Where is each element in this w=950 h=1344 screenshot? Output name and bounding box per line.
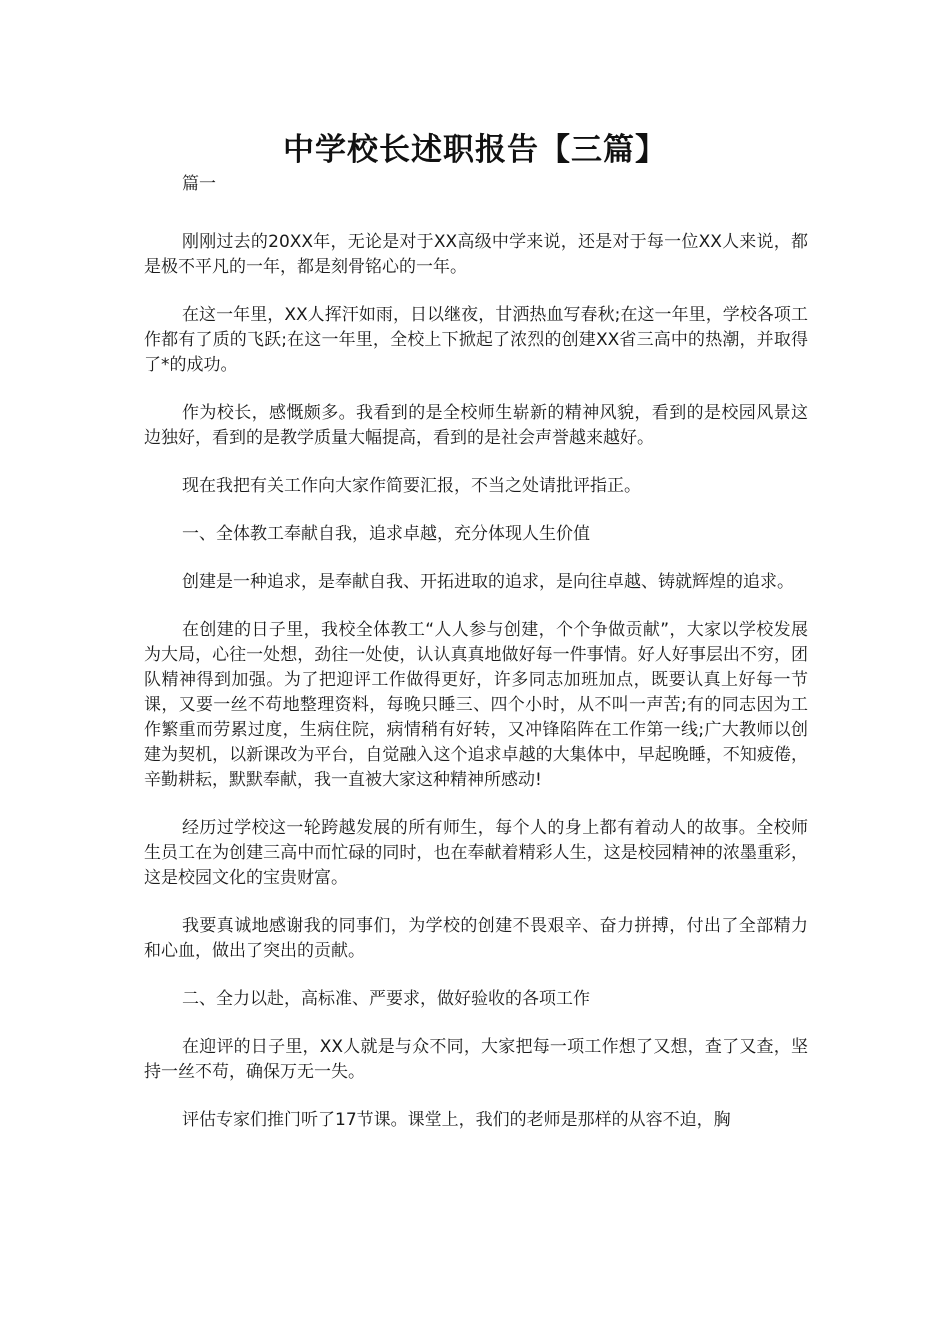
section-heading: 一、全体教工奉献自我，追求卓越，充分体现人生价值: [182, 524, 590, 544]
document-body: [144, 172, 808, 1156]
paragraph: 刚刚过去的20XX年，无论是对于XX高级中学来说，还是对于每一位XX人来说，都是极不平凡的一年，都是刻骨铭心的一年。: [144, 232, 808, 277]
paragraph: 在迎评的日子里，XX人就是与众不同，大家把每一项工作想了又想，查了又查，坚持一丝不苟，确保万无一失。: [144, 1037, 808, 1082]
paragraph: 创建是一种追求，是奉献自我、开拓进取的追求，是向往卓越、铸就辉煌的追求。: [182, 572, 794, 592]
document-title: 中学校长述职报告【三篇】: [283, 132, 667, 168]
section-label: 篇一: [182, 174, 216, 194]
paragraph: 经历过学校这一轮跨越发展的所有师生，每个人的身上都有着动人的故事。全校师生员工在为创建三高中而忙碌的同时，也在奉献着精彩人生，这是校园精神的浓墨重彩，这是校园文化的宝贵财富。: [144, 818, 808, 888]
paragraph: 我要真诚地感谢我的同事们，为学校的创建不畏艰辛、奋力拼搏，付出了全部精力和心血，做出了突出的贡献。: [144, 916, 808, 961]
paragraph: 在这一年里，XX人挥汗如雨，日以继夜，甘洒热血写春秋;在这一年里，学校各项工作都有了质的飞跃;在这一年里，全校上下掀起了浓烈的创建XX省三高中的热潮，并取得了*的成功。: [144, 305, 808, 375]
paragraph: 评估专家们推门听了17节课。课堂上，我们的老师是那样的从容不迫，胸: [182, 1110, 731, 1130]
section-heading: 二、全力以赴，高标准、严要求，做好验收的各项工作: [182, 989, 590, 1009]
paragraph: 作为校长，感慨颇多。我看到的是全校师生崭新的精神风貌，看到的是校园风景这边独好，看到的是教学质量大幅提高，看到的是社会声誉越来越好。: [144, 403, 808, 448]
paragraph: 在创建的日子里，我校全体教工“人人参与创建，个个争做贡献”，大家以学校发展为大局，心往一处想，劲往一处使，认认真真地做好每一件事情。好人好事层出不穷，团队精神得到加强。为了把迎评工作做得更好，许多同志加班加点，既要认真上好每一节课，又要一丝不苟地整理资料，每晚只睡三、四个小时，从不叫一声苦;有的同志因为工作繁重而劳累过度，生病住院，病情稍有好转，又冲锋陷阵在工作第一线;广大教师以创建为契机，以新课改为平台，自觉融入这个追求卓越的大集体中，早起晚睡，不知疲倦，辛勤耕耘，默默奉献，我一直被大家这种精神所感动!: [144, 620, 808, 790]
paragraph: 现在我把有关工作向大家作简要汇报，不当之处请批评指正。: [182, 476, 641, 496]
